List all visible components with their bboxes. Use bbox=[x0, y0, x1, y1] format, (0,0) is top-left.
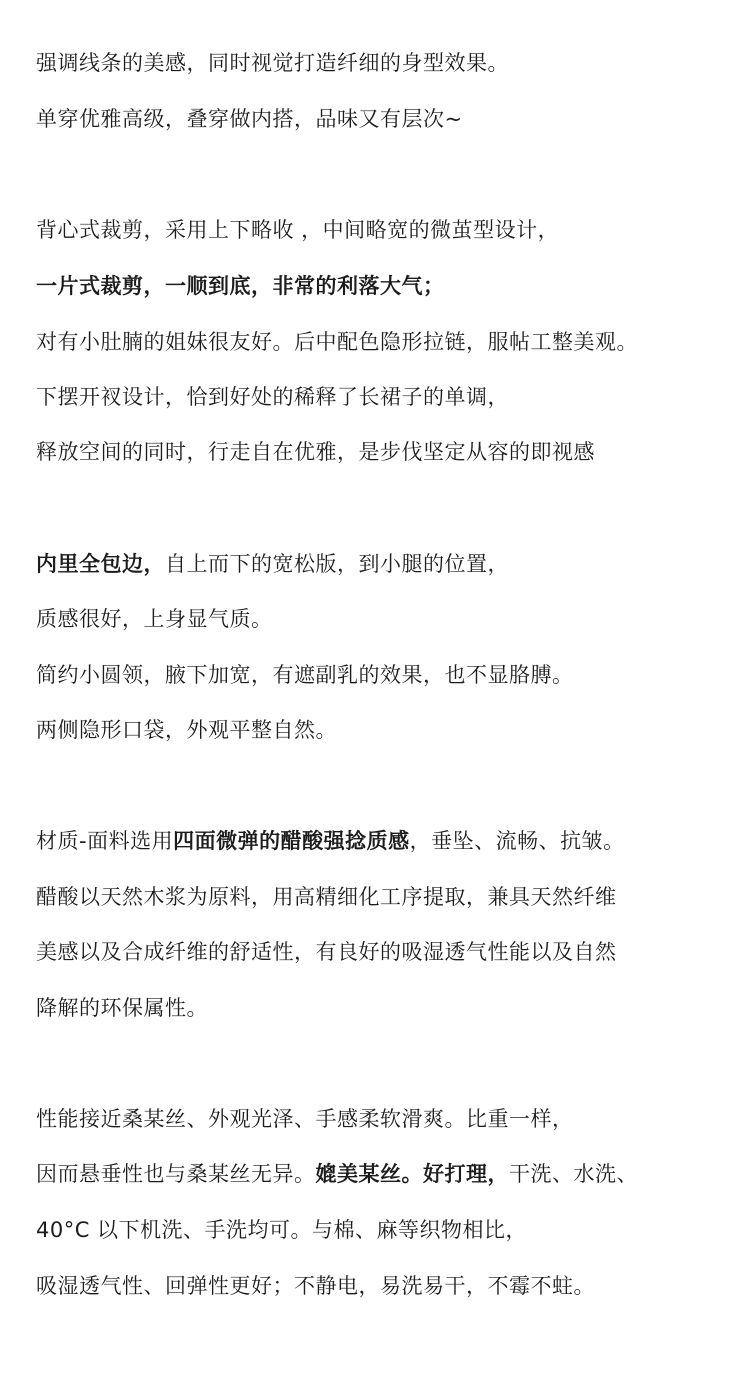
text-line bbox=[36, 604, 273, 634]
text-line bbox=[36, 549, 509, 579]
text-line bbox=[36, 1215, 527, 1245]
text-segment: 两侧隐形口袋，外观平整自然。 bbox=[36, 718, 337, 742]
text-line bbox=[36, 937, 617, 967]
text-line bbox=[36, 715, 337, 745]
text-line bbox=[36, 437, 595, 467]
bold-text: 内里全包边， bbox=[36, 552, 165, 576]
text-line bbox=[36, 327, 638, 357]
bold-text: 四面微弹的醋酸强捻质感 bbox=[173, 829, 410, 853]
text-segment: 单穿优雅高级，叠穿做内搭，品味又有层次~ bbox=[36, 107, 463, 131]
text-line bbox=[36, 1104, 574, 1134]
text-segment: 下摆开衩设计，恰到好处的稀释了长裙子的单调， bbox=[36, 385, 509, 409]
text-line bbox=[36, 882, 617, 912]
text-segment: 对有小肚腩的姐妹很友好。后中配色隐形拉链，服帖工整美观。 bbox=[36, 330, 638, 354]
text-line bbox=[36, 104, 463, 134]
text-line bbox=[36, 215, 559, 245]
text-line bbox=[36, 1159, 638, 1189]
text-segment: 释放空间的同时，行走自在优雅，是步伐坚定从容的即视感 bbox=[36, 440, 595, 464]
text-segment: 醋酸以天然木浆为原料，用高精细化工序提取，兼具天然纤维 bbox=[36, 885, 617, 909]
text-segment: 材质-面料选用 bbox=[36, 829, 174, 853]
text-segment: 简约小圆领，腋下加宽，有遮副乳的效果，也不显胳膊。 bbox=[36, 663, 574, 687]
text-segment: 自上而下的宽松版，到小腿的位置， bbox=[165, 552, 509, 576]
text-line bbox=[36, 826, 625, 856]
text-segment: 质感很好，上身显气质。 bbox=[36, 607, 273, 631]
text-segment: 背心式裁剪，采用上下略收 ，中间略宽的微茧型设计， bbox=[36, 218, 560, 242]
text-line bbox=[36, 660, 574, 690]
text-segment: 因而悬垂性也与桑某丝无异。 bbox=[36, 1162, 316, 1186]
text-segment: 美感以及合成纤维的舒适性，有良好的吸湿透气性能以及自然 bbox=[36, 940, 617, 964]
text-line bbox=[36, 48, 509, 78]
text-line bbox=[36, 1271, 595, 1301]
text-segment: ，垂坠、流畅、抗皱。 bbox=[409, 829, 625, 853]
text-segment: 干洗、水洗、 bbox=[509, 1162, 638, 1186]
text-line bbox=[36, 993, 208, 1023]
text-segment: 性能接近桑某丝、外观光泽、手感柔软滑爽。比重一样， bbox=[36, 1107, 574, 1131]
bold-text: 一片式裁剪，一顺到底，非常的利落大气； bbox=[36, 274, 445, 298]
text-segment: 强调线条的美感，同时视觉打造纤细的身型效果。 bbox=[36, 51, 509, 75]
text-line bbox=[36, 271, 445, 301]
text-segment: 吸湿透气性、回弹性更好；不静电，易洗易干，不霉不蛀。 bbox=[36, 1274, 595, 1298]
text-line bbox=[36, 382, 509, 412]
text-segment: 降解的环保属性。 bbox=[36, 996, 208, 1020]
bold-text: 媲美某丝。好打理， bbox=[315, 1162, 509, 1186]
text-segment: 40°C 以下机洗、手洗均可。与棉、麻等织物相比， bbox=[36, 1218, 528, 1242]
